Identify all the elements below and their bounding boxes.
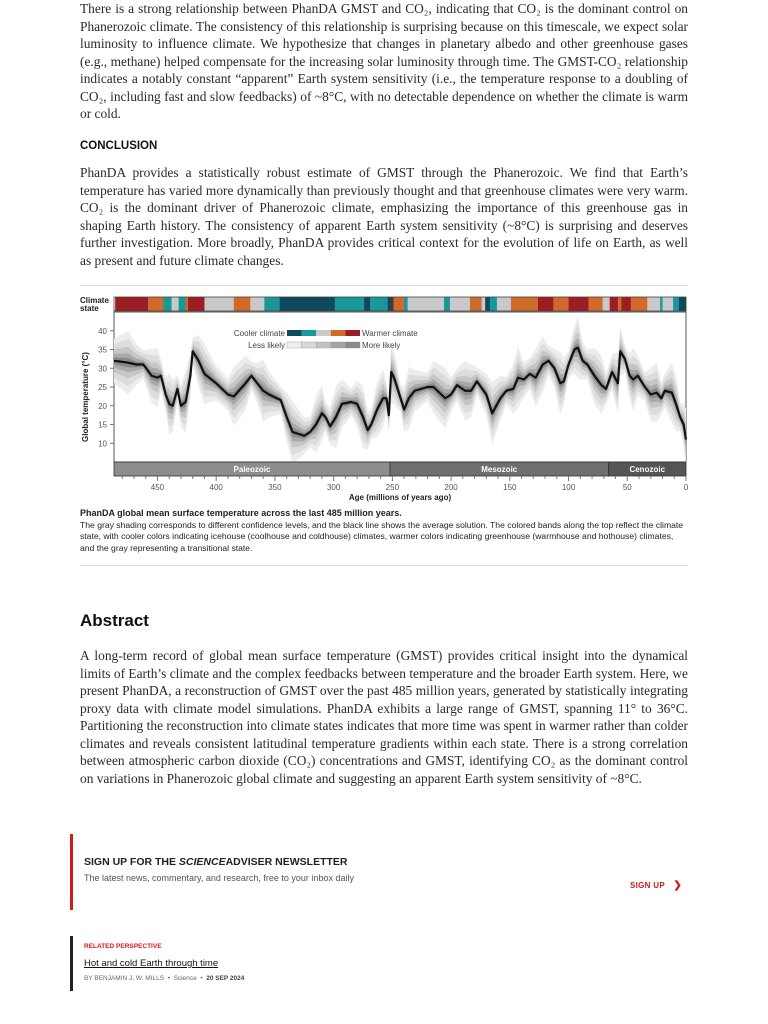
results-paragraph: There is a strong relationship between PhanDA GMST and CO₂, indicating that CO₂ is the dominant control on Phanerozoic climate. The consistency of this relationship is surprising because on this timescale, we expect solar luminosity to influence climate. We hypothesize that changes in planetary albedo and other greenhouse gases (e.g., methane) helped compensate for the increasing solar luminosity through time. The GMST-CO₂ relationship indicates a notably constant “apparent” Earth system sensitivity (i.e., the temperature response to a doubling of CO₂, including fast and slow feedbacks) of ~8°C, with no detectable dependence on whether the climate is warm or cold. xyxy=(80,1,688,121)
climate-state-segment xyxy=(280,297,336,311)
climate-state-segment xyxy=(603,297,610,311)
legend-gray-swatch xyxy=(302,342,317,348)
legend-color-swatch xyxy=(345,330,360,336)
climate-state-label: Climate xyxy=(80,296,109,305)
x-tick-label: 150 xyxy=(503,483,517,492)
climate-state-segment xyxy=(264,297,280,311)
climate-state-segment xyxy=(553,297,569,311)
legend-less-label: Less likely xyxy=(248,341,285,350)
climate-state-segment xyxy=(610,297,619,311)
x-axis-label: Age (millions of years ago) xyxy=(348,493,452,502)
climate-state-segment xyxy=(370,297,388,311)
legend-color-swatch xyxy=(331,330,346,336)
y-axis-label: Global temperature (°C) xyxy=(81,352,90,442)
climate-state-segment xyxy=(408,297,445,311)
x-tick-label: 300 xyxy=(326,483,341,492)
related-perspective xyxy=(70,936,470,991)
newsletter-title: SIGN UP FOR THE SCIENCEADVISER NEWSLETTER xyxy=(84,856,348,868)
climate-state-segment xyxy=(179,297,186,311)
climate-state-segment xyxy=(621,297,631,311)
legend-cooler-label: Cooler climate xyxy=(233,329,285,338)
x-tick-label: 450 xyxy=(150,483,165,492)
climate-state-segment xyxy=(394,297,405,311)
climate-state-segment xyxy=(485,297,490,311)
climate-state-segment xyxy=(450,297,470,311)
climate-state-segment xyxy=(538,297,554,311)
climate-state-segment xyxy=(618,297,622,311)
era-label: Cenozoic xyxy=(629,465,666,474)
climate-state-label: state xyxy=(80,304,99,313)
legend-gray-swatch xyxy=(345,342,360,348)
conclusion-paragraph: PhanDA provides a statistically robust estimate of GMST through the Phanerozoic. We find that Earth’s temperature has varied more dynamically than previously thought and that greenhouse climates were very warm. CO₂ is the dominant driver of Phanerozoic climate, emphasizing the importance of this greenhouse gas in shaping Earth history. The consistency of apparent Earth system sensitivity (~8°C) is surprising and deserves further investigation. More broadly, PhanDA provides critical context for the evolution of life on Earth, as well as present and future climate changes. xyxy=(80,165,688,268)
x-tick-label: 100 xyxy=(561,483,576,492)
climate-state-segment xyxy=(673,297,679,311)
caption-text: The gray shading corresponds to different confidence levels, and the black line shows the average solution. The colored bands along the top reflect the climate state, with cooler colors indicating icehouse (coolhouse and coldhouse) climates, warmer colors indicating greenhouse (warmhouse and hothouse) climates, and the gray representing a transitional state. xyxy=(80,519,684,553)
legend-more-label: More likely xyxy=(362,341,401,350)
climate-state-segment xyxy=(250,297,264,311)
legend-gray-swatch xyxy=(287,342,302,348)
related-article-link[interactable]: Hot and cold Earth through time xyxy=(84,958,219,969)
legend-warmer-label: Warmer climate xyxy=(362,329,418,338)
climate-state-segment xyxy=(497,297,511,311)
era-label: Mesozoic xyxy=(481,465,518,474)
caption-title: PhanDA global mean surface temperature across the last 485 million years. xyxy=(80,508,402,518)
climate-state-segment xyxy=(482,297,486,311)
climate-state-segment xyxy=(569,297,589,311)
climate-state-segment xyxy=(335,297,365,311)
abstract-heading: Abstract xyxy=(80,611,149,630)
conclusion-heading: CONCLUSION xyxy=(80,140,158,152)
y-tick-label: 10 xyxy=(98,439,107,449)
x-tick-label: 50 xyxy=(622,483,632,492)
figure-caption xyxy=(80,508,688,554)
x-tick-label: 250 xyxy=(385,483,400,492)
x-tick-label: 400 xyxy=(209,483,223,492)
legend-color-swatch xyxy=(316,330,331,336)
climate-state-segment xyxy=(589,297,603,311)
newsletter-signup xyxy=(70,834,690,910)
climate-state-segment xyxy=(511,297,538,311)
climate-state-segment xyxy=(404,297,408,311)
climate-state-segment xyxy=(364,297,370,311)
related-meta: BY BENJAMIN J. W. MILLS • Science • 20 SEP 2024 xyxy=(84,975,245,982)
newsletter-subtitle: The latest news, commentary, and research, free to your inbox daily xyxy=(84,873,354,883)
divider xyxy=(80,565,688,566)
climate-state-segment xyxy=(490,297,497,311)
y-tick-label: 30 xyxy=(98,364,107,374)
climate-state-segment xyxy=(647,297,660,311)
x-tick-label: 0 xyxy=(683,483,689,492)
divider xyxy=(80,285,688,286)
climate-state-segment xyxy=(388,297,393,311)
climate-state-segment xyxy=(204,297,234,311)
climate-state-segment xyxy=(679,297,686,311)
x-tick-label: 200 xyxy=(444,483,458,492)
chevron-right-icon: ❯ xyxy=(673,880,683,891)
related-label: RELATED PERSPECTIVE xyxy=(84,943,162,950)
temperature-chart xyxy=(78,292,692,507)
climate-state-segment xyxy=(444,297,450,311)
legend-gray-swatch xyxy=(331,342,346,348)
abstract-paragraph: A long-term record of global mean surface temperature (GMST) provides critical insight into the dynamical limits of Earth’s climate and the complex feedbacks between temperature and the broader Earth system. Here, we present PhanDA, a reconstruction of GMST over the past 485 million years, generated by statistically integrating proxy data with climate model simulations. PhanDA exhibits a large range of GMST, spanning 11° to 36°C. Partitioning the reconstruction into climate states indicates that more time was spent in warmer rather than colder climates and reveals consistent latitudinal temperature gradients within each state. There is a strong correlation between atmospheric carbon dioxide (CO₂) concentrations and GMST, identifying CO₂ as the dominant control on variations in Phanerozoic global climate and suggesting an apparent Earth system sensitivity of ~8°C. xyxy=(80,648,688,786)
sign-up-button[interactable]: SIGN UP ❯ xyxy=(630,880,683,891)
legend-color-swatch xyxy=(287,330,302,336)
y-tick-label: 35 xyxy=(98,345,107,355)
y-tick-label: 40 xyxy=(98,326,107,336)
legend-gray-swatch xyxy=(316,342,331,348)
y-tick-label: 20 xyxy=(98,401,107,411)
climate-state-segment xyxy=(631,297,648,311)
climate-state-segment xyxy=(186,297,189,311)
climate-state-segment xyxy=(115,297,148,311)
climate-state-segment xyxy=(234,297,251,311)
climate-state-segment xyxy=(663,297,674,311)
climate-state-segment xyxy=(163,297,172,311)
climate-state-segment xyxy=(188,297,205,311)
y-tick-label: 15 xyxy=(98,420,107,430)
era-label: Paleozoic xyxy=(233,465,271,474)
climate-state-segment xyxy=(470,297,482,311)
climate-state-segment xyxy=(660,297,663,311)
y-tick-label: 25 xyxy=(98,383,107,392)
climate-state-segment xyxy=(172,297,179,311)
legend-color-swatch xyxy=(302,330,317,336)
x-tick-label: 350 xyxy=(268,483,282,492)
climate-state-segment xyxy=(148,297,164,311)
